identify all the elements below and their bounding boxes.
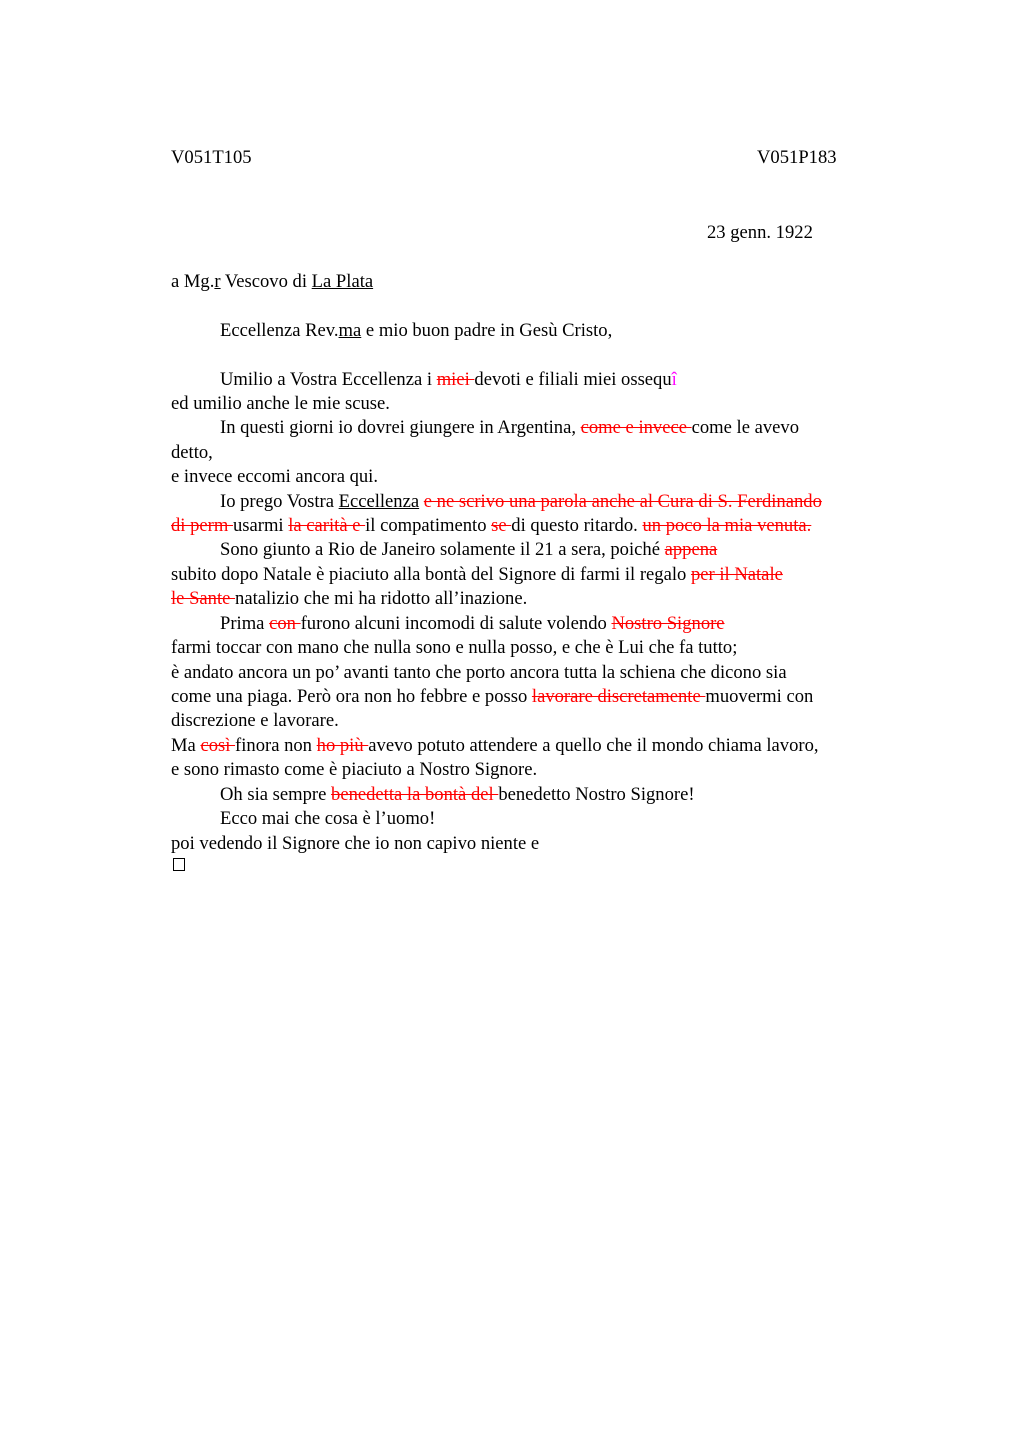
document-code-left: V051T105: [171, 147, 252, 168]
document-code-right: V051P183: [757, 147, 837, 168]
letter-address: a Mg.r Vescovo di La Plata: [171, 271, 374, 292]
text-line: Sono giunto a Rio de Janeiro solamente il 21 a sera, poiché appena: [220, 539, 718, 560]
text-line: In questi giorni io dovrei giungere in Argentina, come e invece come le avevo: [220, 417, 799, 438]
text-line: Ma così finora non ho più avevo potuto attendere a quello che il mondo chiama lavoro,: [171, 735, 819, 756]
letter-salutation: Eccellenza Rev.ma e mio buon padre in Gesù Cristo,: [220, 320, 613, 341]
text-line: e sono rimasto come è piaciuto a Nostro Signore.: [171, 759, 538, 780]
text-line: le Sante natalizio che mi ha ridotto all’inazione.: [171, 588, 528, 609]
text-line: ed umilio anche le mie scuse.: [171, 393, 390, 414]
text-line: Ecco mai che cosa è l’uomo!: [220, 808, 436, 829]
text-line: farmi toccar con mano che nulla sono e nulla posso, e che è Lui che fa tutto;: [171, 637, 738, 658]
text-line: e invece eccomi ancora qui.: [171, 466, 379, 487]
text-line: di perm usarmi la carità e il compatimento se di questo ritardo. un poco la mia venuta.: [171, 515, 812, 536]
text-line: Prima con furono alcuni incomodi di salute volendo Nostro Signore: [220, 613, 725, 634]
text-line: poi vedendo il Signore che io non capivo niente e: [171, 833, 540, 854]
text-line: subito dopo Natale è piaciuto alla bontà del Signore di farmi il regalo per il Natale: [171, 564, 783, 585]
text-line: Oh sia sempre benedetta la bontà del benedetto Nostro Signore!: [220, 784, 695, 805]
text-line: discrezione e lavorare.: [171, 710, 339, 731]
text-line: detto,: [171, 442, 213, 463]
text-line: come una piaga. Però ora non ho febbre e posso lavorare discretamente muovermi con: [171, 686, 814, 707]
empty-square-icon: [173, 858, 185, 871]
text-line: è andato ancora un po’ avanti tanto che porto ancora tutta la schiena che dicono sia: [171, 662, 787, 683]
text-line: Umilio a Vostra Eccellenza i miei devoti e filiali miei ossequî: [220, 369, 677, 390]
text-line: Io prego Vostra Eccellenza e ne scrivo una parola anche al Cura di S. Ferdinando: [220, 491, 822, 512]
letter-date: 23 genn. 1922: [707, 222, 813, 243]
